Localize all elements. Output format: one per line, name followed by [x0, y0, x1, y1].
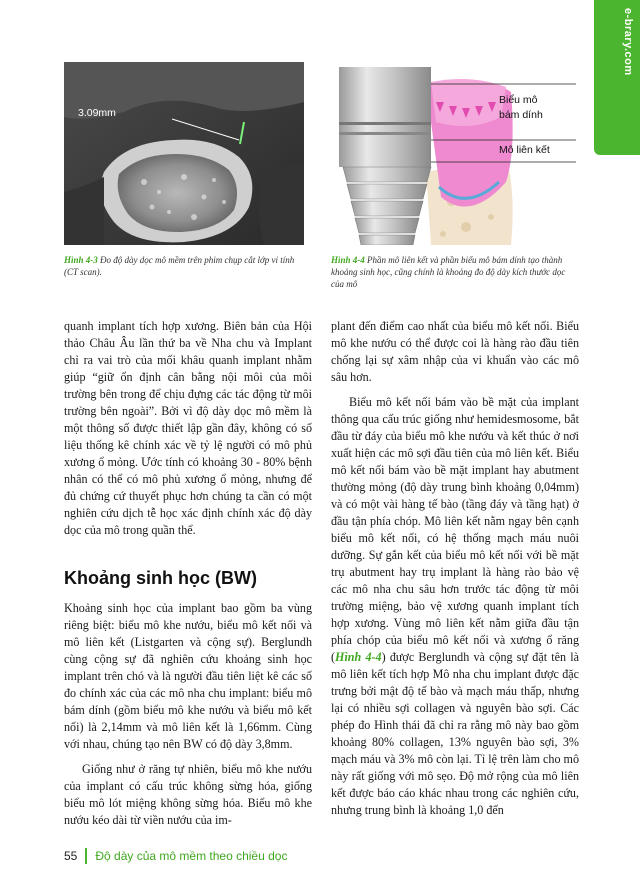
label-epithelium-2: bám dính: [499, 109, 543, 121]
right-column: [331, 318, 579, 819]
footer-divider: [85, 848, 87, 864]
figure2-caption-label: Hình 4-4: [331, 255, 365, 265]
page-number: 55: [64, 849, 78, 863]
paragraph: Giống như ở răng tự nhiên, biểu mô khe nướu của implant có cấu trúc không sừng hóa, giống biểu mô lót miệng không sừng hóa. Biểu mô khe nướu kéo dài từ viền nướu của im-: [64, 762, 312, 827]
figure2-caption-text: Phần mô liên kết và phần biểu mô bám dính tạo thành khoảng sinh học, cũng chính là khoảng đo độ dày kích thước dọc của mô: [331, 255, 566, 289]
measurement-label: 3.09mm: [78, 107, 116, 119]
ct-scan-image: [64, 62, 304, 245]
paragraph: plant đến điểm cao nhất của biểu mô kết nối. Biểu mô khe nướu có thể được coi là hàng rào đầu tiên chống lại sự xâm nhập của vi khuẩn vào các mô sâu hơn.: [331, 319, 579, 384]
ct-scan-figure: [64, 62, 304, 245]
figure2-caption: [331, 254, 576, 290]
figure1-caption-label: Hình 4-3: [64, 255, 98, 265]
left-column-top: [64, 318, 312, 539]
chapter-title: Độ dày của mô mềm theo chiều dọc: [95, 849, 288, 863]
section-heading: Khoảng sinh học (BW): [64, 568, 257, 588]
left-column-bottom: [64, 600, 312, 829]
paragraph: Khoảng sinh học của implant bao gồm ba vùng riêng biệt: biểu mô khe nướu, biểu mô kết nối và mô liên kết (Listgarten và cộng sự). Berglundh cùng cộng sự đã nghiên cứu khoảng sinh học implant trên chó và là người đầu tiên liệt kê các số đo chính xác của các mô nha chu implant: biểu mô bám dính (gồm biểu mô khe nướu và biểu mô kết nối) là 2,14mm và mô liên kết là 1,66mm. Cùng với nhau, chúng tạo nên BW có độ dày 3,8mm.: [64, 601, 312, 751]
paragraph: quanh implant tích hợp xương. Biên bản của Hội thảo Châu Âu lần thứ ba về Nha chu và Implant chỉ ra vai trò của mối khâu quanh implant nhằm giúp “giữ ổn định cân bằng nội môi của môi trường bên trong để chịu đựng các tác động từ môi trường bên ngoài”. Bởi vì độ dày dọc mô mềm là một thông số được thiết lập gần đây, không có số liệu thống kê chính xác về tỷ lệ người có mô phủ xương ổ mỏng. Ước tính có khoảng 30 - 80% bệnh nhân có thể có mô phủ xương ổ mỏng, nhưng để đủ chứng cứ thuyết phục hơn chúng ta cần có một nghiên cứu dịch tễ học xác định chính xác độ dày dọc của mô trong quần thể.: [64, 319, 312, 537]
paragraph-text: ) được Berglundh và cộng sự đặt tên là mô liên kết tích hợp Mô nha chu implant được đặc trưng bởi mật độ tế bào và mạch máu thấp, nhưng lại có nhiều sợi collagen và nguyên bào sợi. Các phép đo Hình thái đã chỉ ra rằng mô này bao gồm khoảng 80% collagen, 13% nguyên bào sợi, 3% mạch máu và 3% mô còn lại. Tỉ lệ trên làm cho mô này rất giống với mô sẹo. Độ mở rộng của mô liên kết được báo cáo khác nhau trong các nghiên cứu, nhưng trung bình là khoảng 1,0 đến: [331, 650, 579, 817]
page-footer: [64, 848, 287, 864]
brand-label: e-brary.com: [622, 8, 634, 76]
figure-reference-link[interactable]: Hình 4-4: [335, 650, 382, 664]
figure1-caption: [64, 254, 304, 278]
side-tab: [594, 0, 640, 155]
label-connective-tissue: Mô liên kết: [499, 144, 550, 156]
paragraph-text: Biểu mô kết nối bám vào bề mặt của implant thông qua cấu trúc giống như hemidesmosome, bắt đầu từ đáy của biểu mô khe nướu và kết thúc ở nơi xuất hiện các mô sợi đầu tiên của mô liên kết. Biểu mô kết nối bám vào bề mặt implant hay abutment thường mỏng (độ dày trung bình khoảng 0,04mm) và có một vài hàng tế bào (tầng đáy và tầng hạt) ở đầu tận phía chóp. Mô liên kết nằm ngay bên cạnh biểu mô kết nối, có hệ thống mạch máu nuôi dưỡng. Sự gắn kết của biểu mô kết nối với bề mặt trụ abutment hay trụ implant là hàng rào bảo vệ các mô nha chu sâu hơn trước tác động từ môi trường miệng, bảo vệ xương quanh implant tích hợp xương. Vùng mô liên kết nằm giữa đầu tận phía chóp của biểu mô kết nối và xương ổ răng (: [331, 395, 579, 664]
figure1-caption-text: Đo độ dày dọc mô mềm trên phim chụp cắt lớp vi tính (CT scan).: [64, 255, 295, 277]
implant-diagram-figure: [331, 62, 576, 245]
paragraph: [331, 394, 579, 819]
label-epithelium-1: Biểu mô: [499, 94, 538, 106]
